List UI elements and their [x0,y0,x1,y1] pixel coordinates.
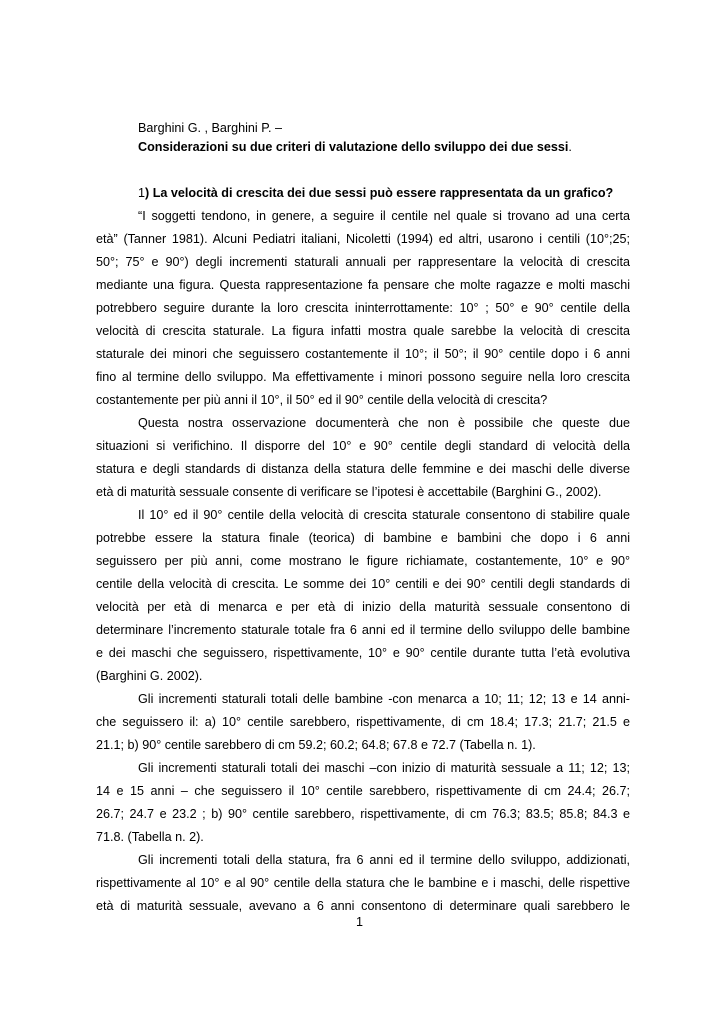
text-line: (Barghini G. 2002). [96,669,203,683]
text-line: centile della velocità di crescita. Le somme dei 10° centili e dei 90° centili degli standards di [96,577,630,591]
text-line: 21.1; b) 90° centile sarebbero di cm 59.2; 60.2; 64.8; 67.8 e 72.7 (Tabella n. 1). [96,738,536,752]
text-line: situazioni si verifichino. Il disporre del 10° e 90° centile degli standard di velocità della [96,439,630,453]
text-line: fino al termine dello sviluppo. Ma effettivamente i minori possono seguire nella loro crescita [96,370,630,384]
text-line: 71.8. (Tabella n. 2). [96,830,204,844]
paper-title-period: . [568,140,572,154]
text-line: che seguissero il: a) 10° centile sarebbero, rispettivamente, di cm 18.4; 17.3; 21.7; 21.5 e [96,715,630,729]
text-line: e dei maschi che seguissero, rispettivamente, 10° e 90° centile durante tutta l’età evolutiva [96,646,630,660]
section-number: 1 [138,186,146,200]
text-line: mediante una figura. Questa rappresentazione fa pensare che molte ragazze e molti maschi [96,278,630,292]
text-line: 26.7; 24.7 e 23.2 ; b) 90° centile sarebbero, rispettivamente, di cm 76.3; 83.5; 85.8; 84.3 e [96,807,630,821]
text-line: 14 e 15 anni – che seguissero il 10° centile sarebbero, rispettivamente di cm 24.4; 26.7; [96,784,630,798]
text-line: determinare l’incremento staturale totale fra 6 anni ed il termine dello sviluppo delle bambine [96,623,630,637]
text-line: Questa nostra osservazione documenterà che non è possibile che queste due [138,416,630,430]
text-line: potrebbe essere la statura finale (teorica) di bambine e bambini che dopo i 6 anni [96,531,630,545]
paper-title-text: Considerazioni su due criteri di valutazione dello sviluppo dei due sessi [138,140,569,154]
text-line: rispettivamente al 10° e al 90° centile della statura che le bambine e i maschi, delle rispettive [96,876,630,890]
section-heading-text: ) La velocità di crescita dei due sessi può essere rappresentata da un grafico? [145,186,614,200]
section-heading [138,185,613,201]
paper-title [138,139,572,155]
text-line: Gli incrementi totali della statura, fra 6 anni ed il termine dello sviluppo, addizionati, [138,853,630,867]
text-line: età di maturità sessuale consente di verificare se l’ipotesi è accettabile (Barghini G., 2002). [96,485,602,499]
page-number: 1 [356,915,364,929]
text-line: costantemente per più anni il 10°, il 50° ed il 90° centile della velocità di crescita? [96,393,548,407]
text-line: Gli incrementi staturali totali delle bambine -con menarca a 10; 11; 12; 13 e 14 anni- [138,692,630,706]
text-line: statura e degli standards di distanza della statura delle femmine e dei maschi delle diverse [96,462,630,476]
text-line: Il 10° ed il 90° centile della velocità di crescita staturale consentono di stabilire quale [138,508,630,522]
text-line: seguissero per più anni, come mostrano le figure richiamate, costantemente, 10° e 90° [96,554,630,568]
text-line: velocità per età di menarca e per età di inizio della maturità sessuale consentono di [96,600,630,614]
text-line: staturale dei minori che seguissero costantemente il 10°; il 50°; il 90° centile dopo i 6 anni [96,347,630,361]
text-line: età” (Tanner 1981). Alcuni Pediatri italiani, Nicoletti (1994) ed altri, usarono i centili (10°;25; [96,232,630,246]
text-line: potrebbero seguire durante la loro crescita ininterrottamente: 10° ; 50° e 90° centile della [96,301,630,315]
text-line: 50°; 75° e 90°) degli incrementi staturali annuali per rappresentare la velocità di crescita [96,255,630,269]
text-line: Gli incrementi staturali totali dei maschi –con inizio di maturità sessuale a 11; 12; 13; [138,761,630,775]
text-line: età di maturità sessuale, avevano a 6 anni consentono di determinare quali sarebbero le [96,899,630,913]
text-line: “I soggetti tendono, in genere, a seguire il centile nel quale si trovano ad una certa [138,209,630,223]
text-line: velocità di crescita staturale. La figura infatti mostra quale sarebbe la velocità di crescita [96,324,630,338]
authors-line: Barghini G. , Barghini P. – [138,121,282,135]
